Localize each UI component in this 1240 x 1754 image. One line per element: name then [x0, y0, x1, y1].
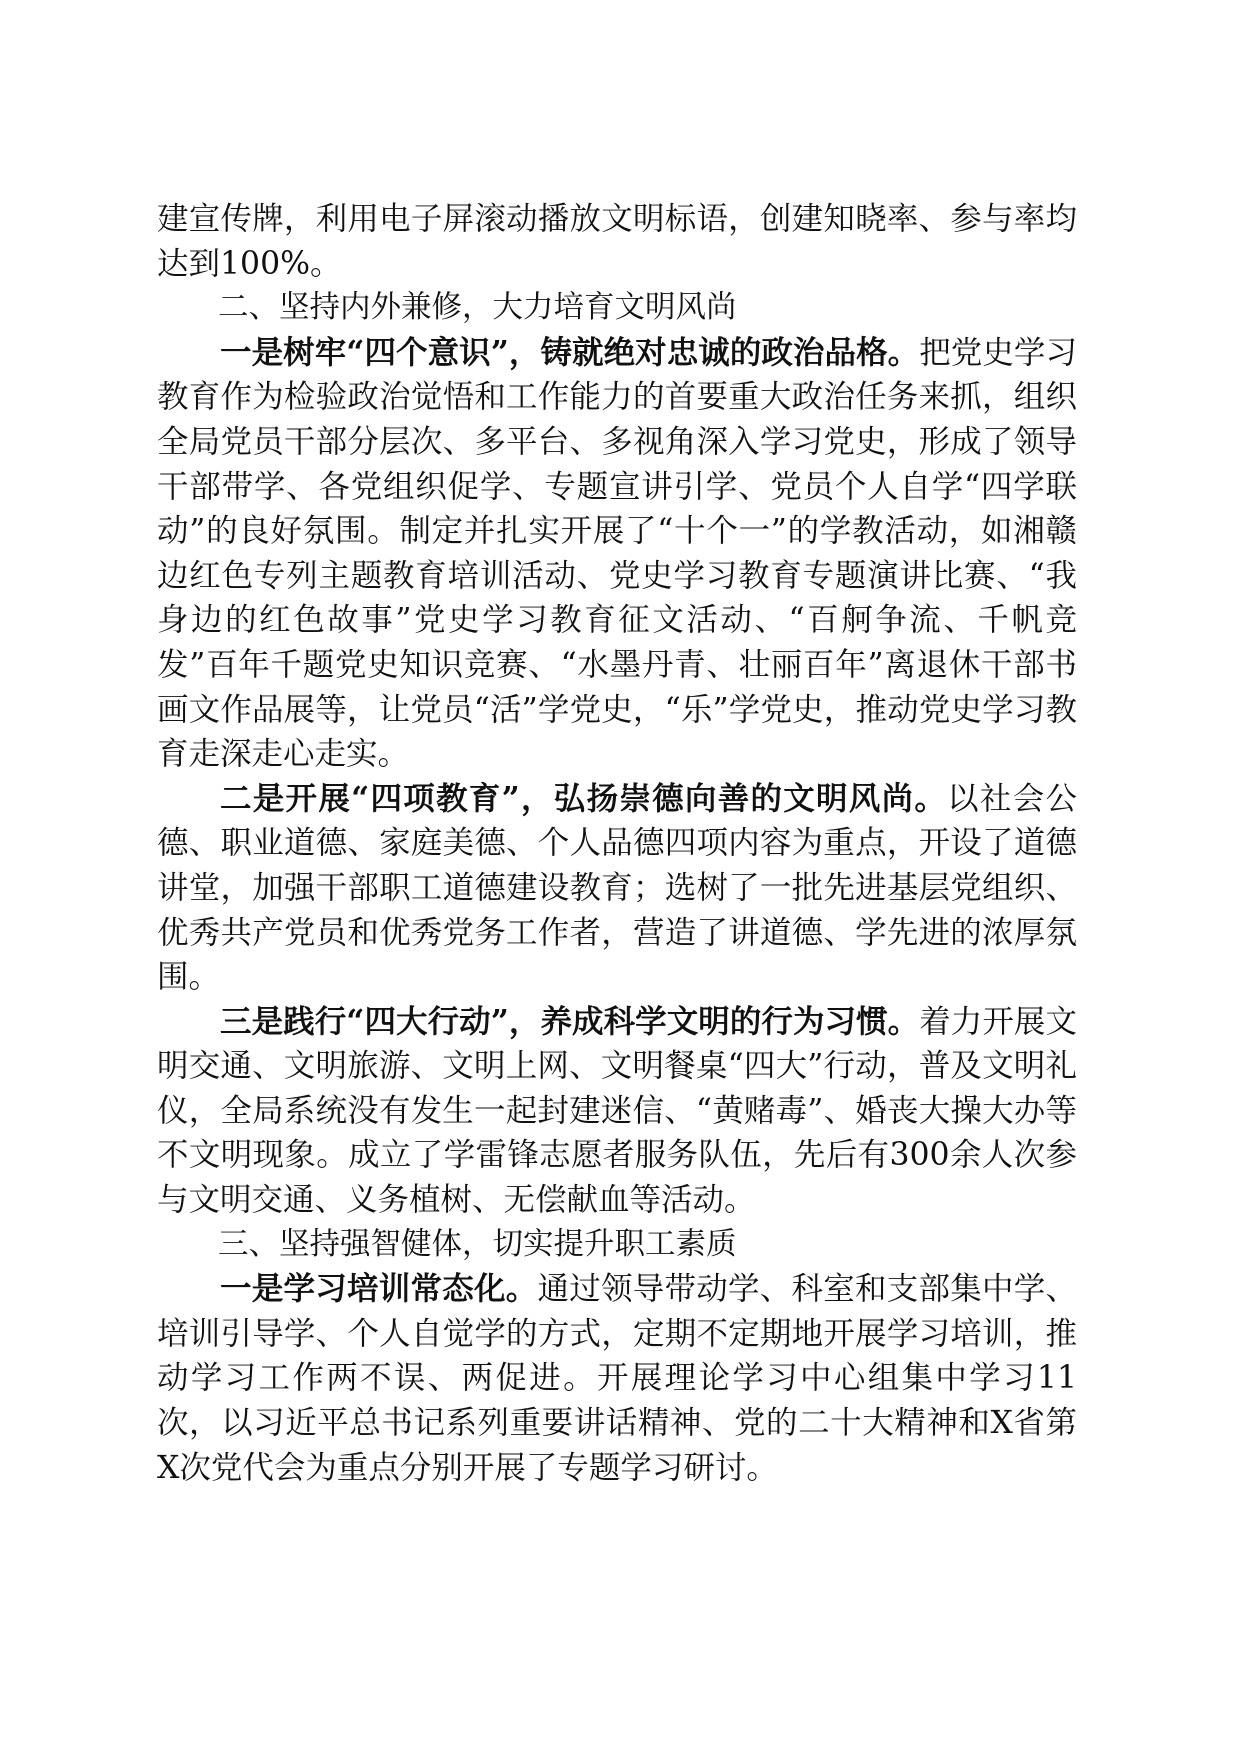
section-2-item-1 — [157, 331, 1077, 777]
section-3-item-1 — [157, 1267, 1077, 1490]
section-2-item-1-body: 把党史学习教育作为检验政治觉悟和工作能力的首要重大政治任务来抓，组织全局党员干部分层次、多平台、多视角深入学习党史，形成了领导干部带学、各党组织促学、专题宣讲引学、党员个人自学“四学联动”的良好氛围。制定并扎实开展了“十个一”的学教活动，如湘赣边红色专列主题教育培训活动、党史学习教育专题演讲比赛、“我身边的红色故事”党史学习教育征文活动、“百舸争流、千帆竞发”百年千题党史知识竞赛、“水墨丹青、壮丽百年”离退休干部书画文作品展等，让党员“活”学党史，“乐”学党史，推动党史学习教育走深走心走实。 — [157, 334, 1077, 773]
section-3-heading: 三、坚持强智健体，切实提升职工素质 — [218, 1226, 737, 1262]
section-2-item-1-lead: 一是树牢“四个意识”，铸就绝对忠诚的政治品格。 — [220, 333, 920, 371]
section-2-item-3-body: 着力开展文明交通、文明旅游、文明上网、文明餐桌“四大”行动，普及文明礼仪，全局系统没有发生一起封建迷信、“黄赌毒”、婚丧大操大办等不文明现象。成立了学雷锋志愿者服务队伍，先后有300余人次参与文明交通、义务植树、无偿献血等活动。 — [157, 1003, 1077, 1219]
section-2-item-3 — [157, 1000, 1077, 1223]
section-2-item-2 — [157, 777, 1077, 1000]
section-2-heading: 二、坚持内外兼修，大力培育文明风尚 — [218, 290, 737, 326]
section-2-item-2-lead: 二是开展“四项教育”，弘扬崇德向善的文明风尚。 — [220, 779, 948, 817]
section-3-item-1-body: 通过领导带动学、科室和支部集中学、培训引导学、个人自觉学的方式，定期不定期地开展学习培训，推动学习工作两不误、两促进。开展理论学习中心组集中学习11次，以习近平总书记系列重要讲话精神、党的二十大精神和X省第X次党代会为重点分别开展了专题学习研讨。 — [157, 1271, 1077, 1486]
section-3-item-1-lead: 一是学习培训常态化。 — [220, 1270, 538, 1308]
document-page — [157, 197, 1077, 1490]
section-2-item-3-lead: 三是践行“四大行动”，养成科学文明的行为习惯。 — [220, 1002, 920, 1040]
intro-text: 建宣传牌，利用电子屏滚动播放文明标语，创建知晓率、参与率均达到100%。 — [157, 201, 1077, 282]
intro-paragraph — [157, 197, 1077, 286]
section-2-item-2-body: 以社会公德、职业道德、家庭美德、个人品德四项内容为重点，开设了道德讲堂，加强干部职工道德建设教育；选树了一批先进基层党组织、优秀共产党员和优秀党务工作者，营造了讲道德、学先进的浓厚氛围。 — [157, 780, 1077, 996]
